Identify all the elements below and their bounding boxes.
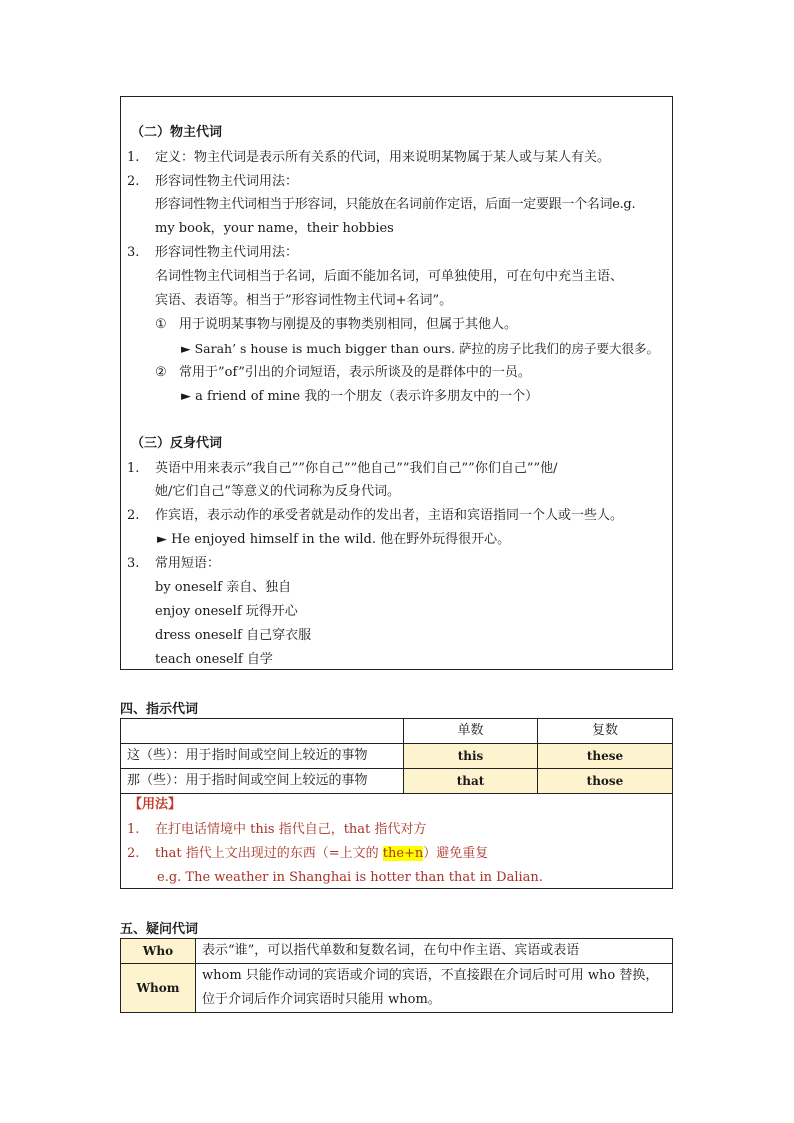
usage-text: that 指代上文出现过的东西（=上文的 <box>155 846 383 861</box>
table-row <box>121 719 673 744</box>
list-item-text: 名词性物主代词相当于名词，后面不能加名词，可单独使用，可在句中充当主语、 <box>155 269 624 284</box>
list-number: 1. <box>127 822 140 837</box>
description-cell <box>196 964 673 1013</box>
usage-title: 【用法】 <box>129 797 182 812</box>
list-number: 3. <box>127 245 140 260</box>
table-cell <box>121 719 404 744</box>
list-item-text: 常用短语： <box>155 556 221 571</box>
list-number: 3. <box>127 556 140 571</box>
demonstrative-table <box>120 718 673 794</box>
section-title-reflexive: （三）反身代词 <box>131 436 223 451</box>
keyword-cell: Whom <box>121 964 196 1013</box>
list-item-text: 英语中用来表示”我自己””你自己””他自己””我们自己””你们自己””他/ <box>155 461 558 476</box>
highlight-text: the+n <box>382 846 424 861</box>
usage-item <box>155 844 488 864</box>
example-text: ► a friend of mine 我的一个朋友（表示许多朋友中的一个） <box>181 389 539 404</box>
list-item-text: 用于说明某事物与刚提及的事物类别相同，但属于其他人。 <box>179 317 518 332</box>
table-row <box>121 939 673 964</box>
pronoun-box <box>120 96 673 670</box>
table-row <box>121 769 673 794</box>
list-item-text: 形容词性物主代词相当于形容词，只能放在名词前作定语，后面一定要跟一个名词e.g. <box>155 197 636 212</box>
list-item-text: 形容词性物主代词用法： <box>155 174 299 189</box>
header-plural: 复数 <box>538 719 673 744</box>
list-item-text: 形容词性物主代词用法： <box>155 245 299 260</box>
circle-number: ② <box>155 365 167 380</box>
description-line: whom 只能作动词的宾语或介词的宾语，不直接跟在介词后时可用 who 替换， <box>202 968 659 983</box>
section-title-interrogative: 五、疑问代词 <box>120 922 199 937</box>
usage-item: 在打电话情境中 this 指代自己，that 指代对方 <box>155 822 427 837</box>
table-row <box>121 744 673 769</box>
cell-plural: those <box>538 769 673 794</box>
keyword-cell: Who <box>121 939 196 964</box>
phrase-item: teach oneself 自学 <box>155 652 273 667</box>
header-singular: 单数 <box>404 719 538 744</box>
list-number: 2. <box>127 174 140 189</box>
phrase-item: by oneself 亲自、独自 <box>155 580 292 595</box>
row-label: 这（些）：用于指时间或空间上较近的事物 <box>121 744 404 769</box>
list-number: 1. <box>127 150 140 165</box>
usage-text: ）避免重复 <box>423 846 489 861</box>
example-text: e.g. The weather in Shanghai is hotter than that in Dalian. <box>157 870 543 885</box>
cell-singular: that <box>404 769 538 794</box>
list-item-text: 她/它们自己”等意义的代词称为反身代词。 <box>155 484 401 499</box>
cell-plural: these <box>538 744 673 769</box>
row-label: 那（些）：用于指时间或空间上较远的事物 <box>121 769 404 794</box>
example-text: ► Sarah’ s house is much bigger than ours. 萨拉的房子比我们的房子要大很多。 <box>181 341 659 356</box>
list-number: 2. <box>127 846 140 861</box>
section-title-possessive: （二）物主代词 <box>131 125 223 140</box>
definition-text: 定义：物主代词是表示所有关系的代词，用来说明某物属于某人或与某人有关。 <box>155 150 611 165</box>
usage-box <box>120 793 673 889</box>
list-number: 1. <box>127 461 140 476</box>
description-line: 位于介词后作介词宾语时只能用 whom。 <box>202 992 441 1007</box>
example-text: my book，your name，their hobbies <box>155 221 394 236</box>
table-row <box>121 964 673 1013</box>
list-item-text: 常用于”of”引出的介词短语，表示所谈及的是群体中的一员。 <box>179 365 531 380</box>
example-text: ► He enjoyed himself in the wild. 他在野外玩得很开心。 <box>157 532 511 547</box>
phrase-item: dress oneself 自己穿衣服 <box>155 628 312 643</box>
list-item-text: 宾语、表语等。相当于”形容词性物主代词+名词”。 <box>155 293 453 308</box>
description-cell: 表示“谁”，可以指代单数和复数名词，在句中作主语、宾语或表语 <box>196 939 673 964</box>
section-title-demonstrative: 四、指示代词 <box>120 702 199 717</box>
phrase-item: enjoy oneself 玩得开心 <box>155 604 298 619</box>
cell-singular: this <box>404 744 538 769</box>
list-item-text: 作宾语，表示动作的承受者就是动作的发出者，主语和宾语指同一个人或一些人。 <box>155 508 624 523</box>
list-number: 2. <box>127 508 140 523</box>
circle-number: ① <box>155 317 167 332</box>
interrogative-table <box>120 938 673 1013</box>
